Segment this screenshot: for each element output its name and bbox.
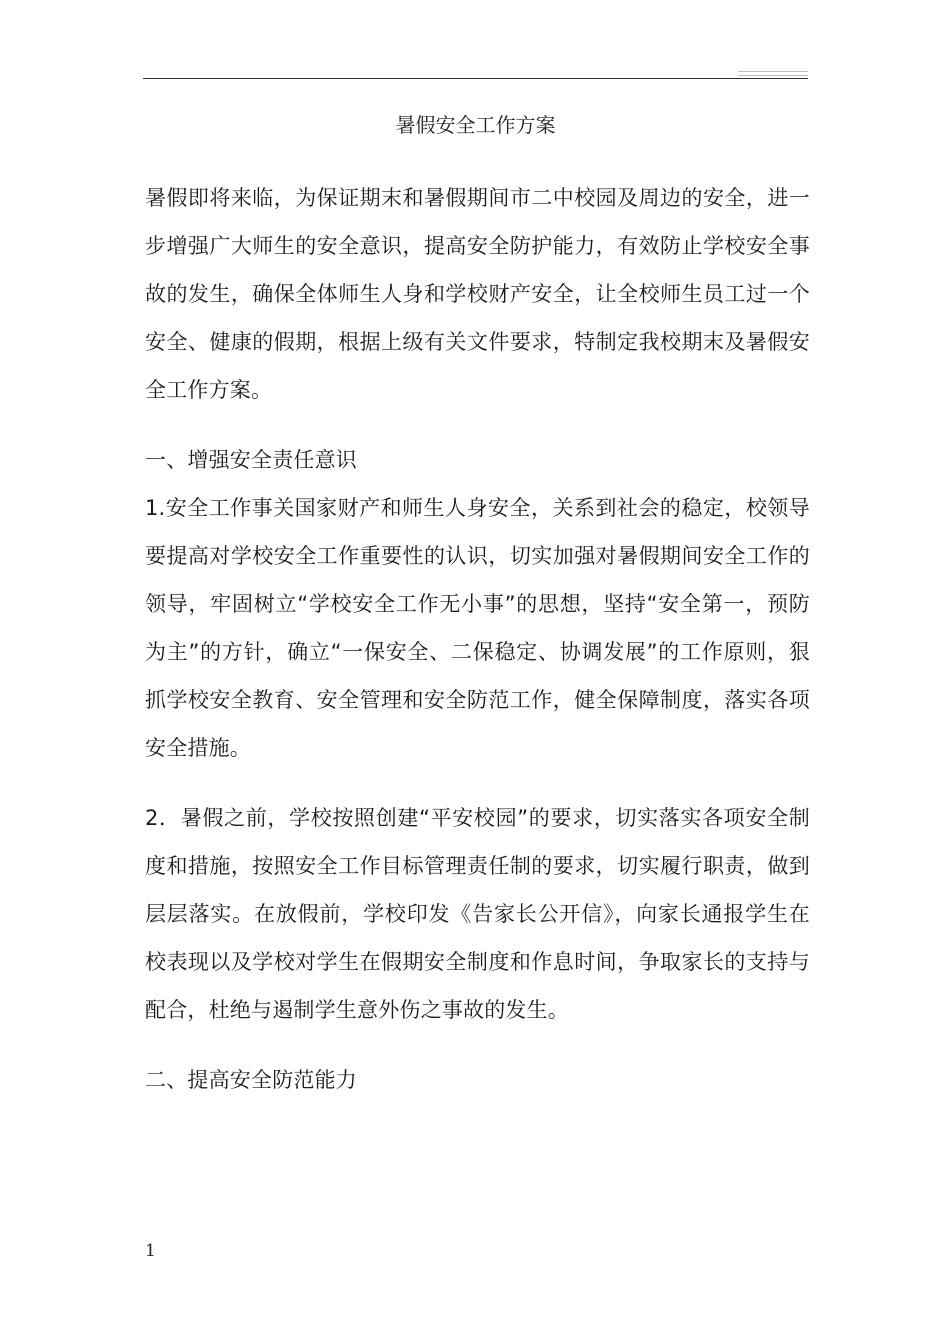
page-number: 1 <box>145 1241 156 1261</box>
section-heading-2: 二、提高安全防范能力 <box>145 1068 357 1092</box>
intro-paragraph: 暑假即将来临，为保证期末和暑假期间市二中校园及周边的安全，进一步增强广大师生的安全意识，提高安全防护能力，有效防止学校安全事故的发生，确保全体师生人身和学校财产安全，让全校师生员工过一个安全、健康的假期，根据上级有关文件要求，特制定我校期末及暑假安全工作方案。 <box>145 186 810 402</box>
section-1-paragraph-1: 1.安全工作事关国家财产和师生人身安全，关系到社会的稳定，校领导要提高对学校安全工作重要性的认识，切实加强对暑假期间安全工作的领导，牢固树立“学校安全工作无小事”的思想，坚持“安全第一，预防为主”的方针，确立“一保安全、二保稳定、协调发展”的工作原则，狠抓学校安全教育、安全管理和安全防范工作，健全保障制度，落实各项安全措施。 <box>145 496 810 760</box>
header-rule <box>143 78 808 79</box>
document-title: 暑假安全工作方案 <box>395 113 556 137</box>
section-1-paragraph-2: 2．暑假之前，学校按照创建“平安校园”的要求，切实落实各项安全制度和措施，按照安全工作目标管理责任制的要求，切实履行职责，做到层层落实。在放假前，学校印发《告家长公开信》，向家长通报学生在校表现以及学校对学生在假期安全制度和作息时间，争取家长的支持与配合，杜绝与遏制学生意外伤之事故的发生。 <box>145 806 810 1022</box>
section-heading-1: 一、增强安全责任意识 <box>145 448 357 472</box>
header-decoration-line <box>738 71 808 72</box>
header-decoration-line <box>738 75 808 76</box>
document-body <box>145 174 810 1104</box>
